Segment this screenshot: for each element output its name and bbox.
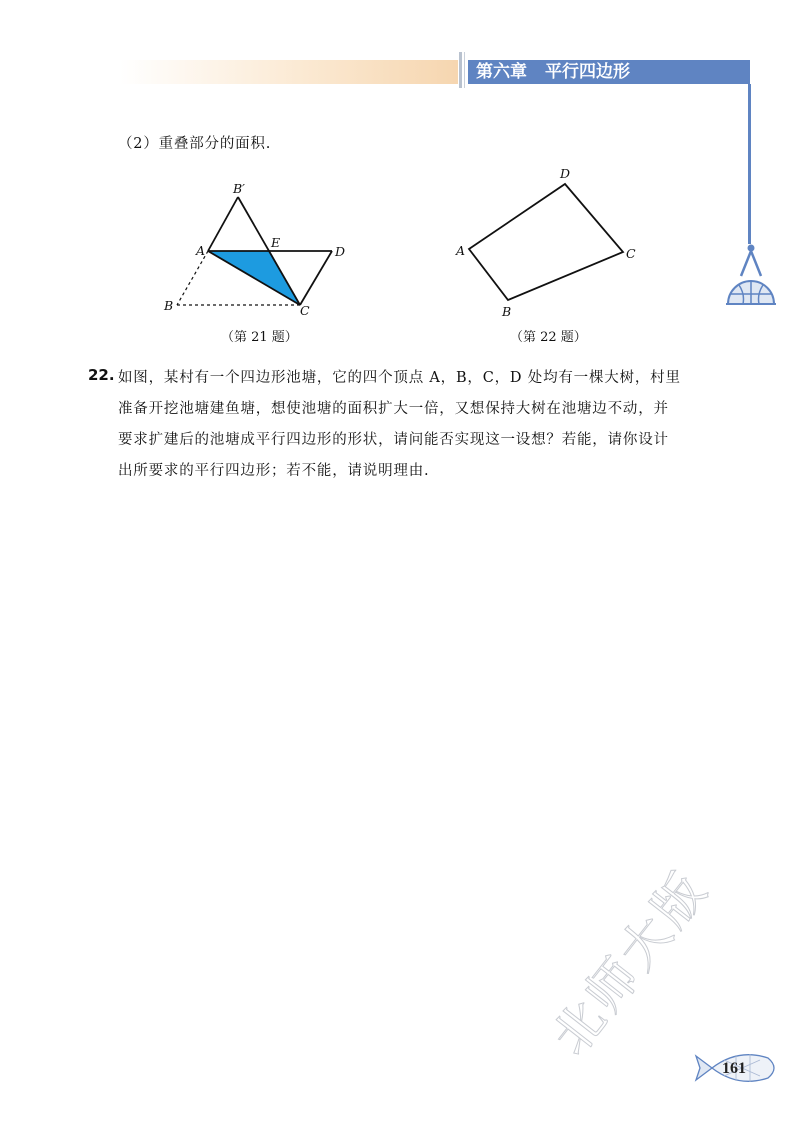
header-divider-thin <box>464 52 465 88</box>
chapter-title: 平行四边形 <box>545 62 630 82</box>
header-decor-band <box>120 60 458 84</box>
figure-22-caption: （第 22 题） <box>510 330 587 345</box>
figure-21-caption: （第 21 题） <box>221 330 298 345</box>
page-number: 161 <box>722 1060 746 1077</box>
label-b-prime: B′ <box>233 181 246 196</box>
label-a: A <box>196 243 206 258</box>
label-d: D <box>560 166 571 181</box>
figure-22 <box>450 165 650 320</box>
label-b: B <box>164 298 174 313</box>
publisher-watermark: 北师大版 <box>540 859 720 1066</box>
question-22-number: 22. <box>88 366 115 384</box>
label-a: A <box>456 243 466 258</box>
label-c: C <box>300 303 310 318</box>
label-c: C <box>626 246 636 261</box>
chapter-header <box>468 60 750 84</box>
figure-21 <box>160 175 360 320</box>
compass-globe-icon <box>724 242 778 308</box>
question-21-part2: （2）重叠部分的面积. <box>118 136 272 152</box>
question-22-line-2: 准备开挖池塘建鱼塘，想使池塘的面积扩大一倍，又想保持大树在池塘边不动，并 <box>118 401 669 417</box>
question-22-line-4: 出所要求的平行四边形；若不能，请说明理由. <box>118 463 430 479</box>
header-divider <box>459 52 462 88</box>
label-b: B <box>502 304 512 319</box>
chapter-number: 第六章 <box>476 62 527 82</box>
label-e: E <box>271 235 281 250</box>
side-rule <box>748 84 751 244</box>
question-22-line-1: 如图，某村有一个四边形池塘，它的四个顶点 A，B，C，D 处均有一棵大树，村里 <box>118 370 681 386</box>
label-d: D <box>335 244 346 259</box>
quadrilateral-abcd <box>469 184 623 300</box>
question-22-line-3: 要求扩建后的池塘成平行四边形的形状，请问能否实现这一设想？若能，请你设计 <box>118 432 669 448</box>
